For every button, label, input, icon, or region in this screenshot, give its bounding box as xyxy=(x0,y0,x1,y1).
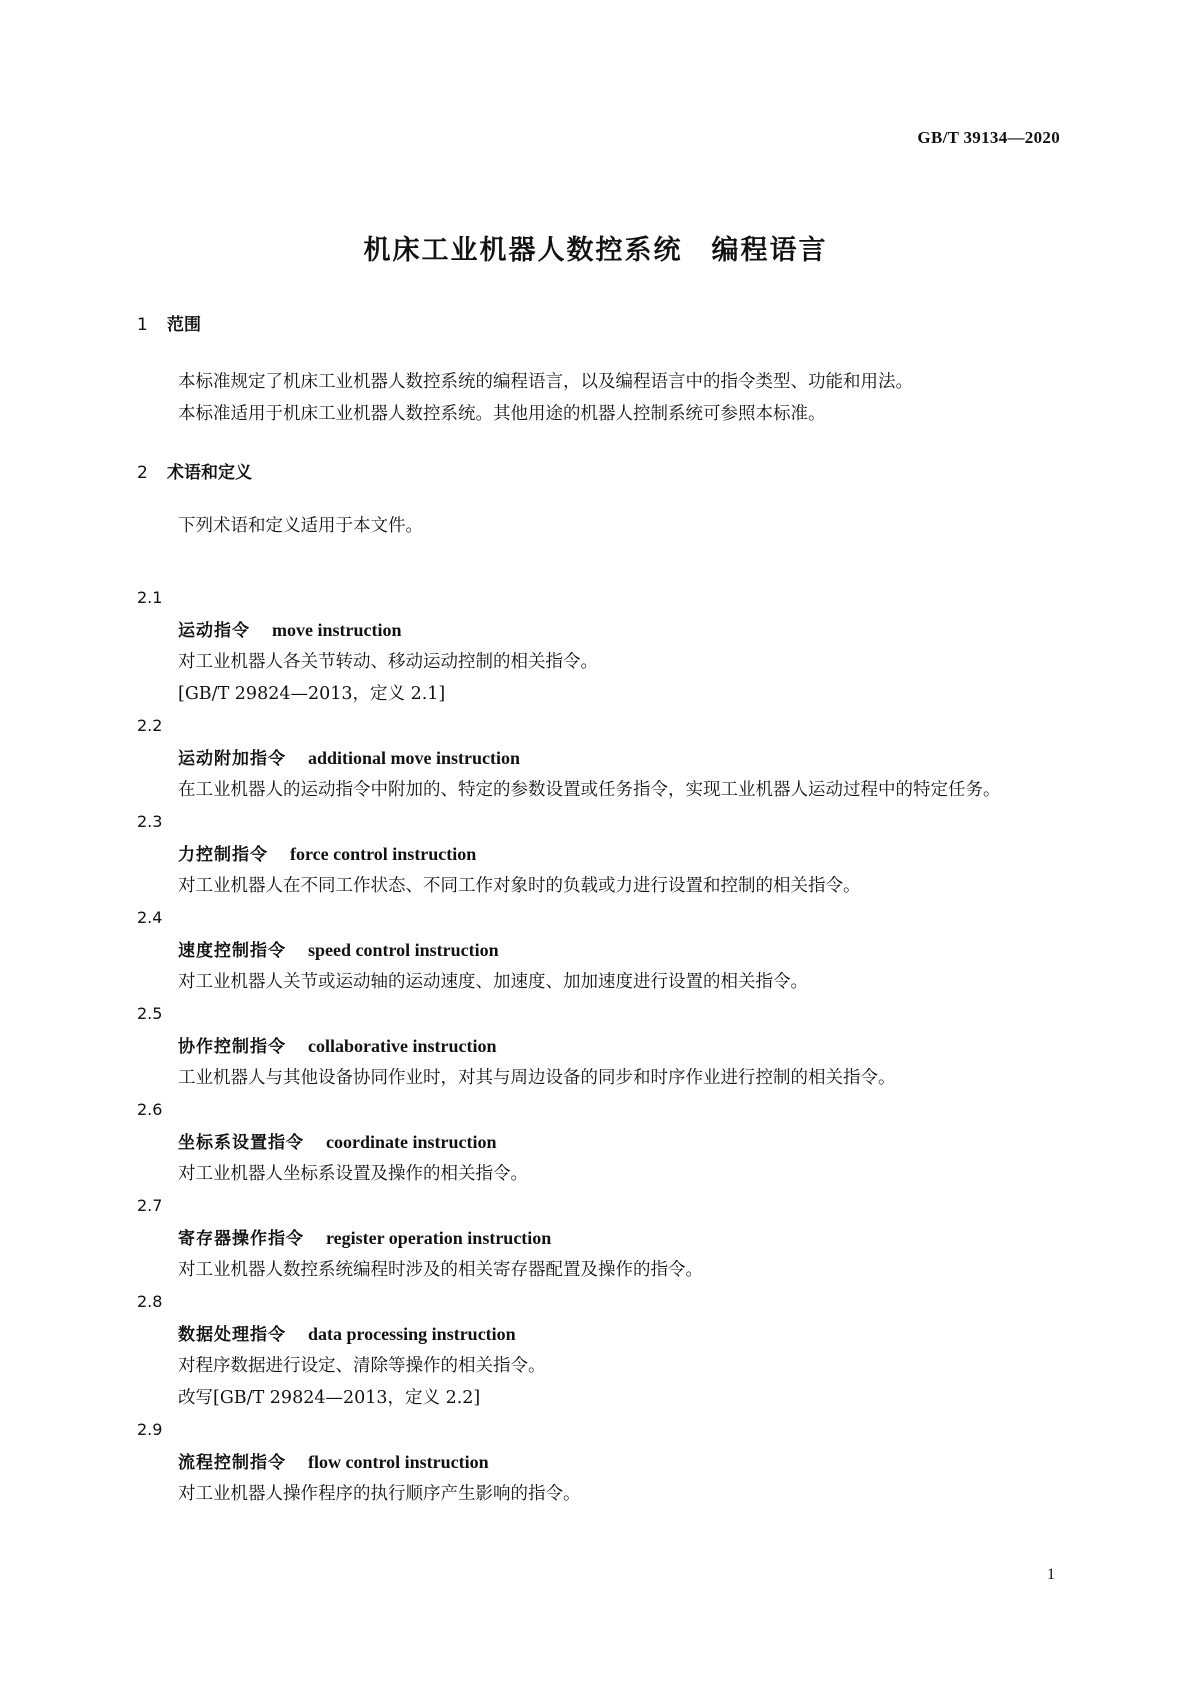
term-number: 2.5 xyxy=(137,1004,163,1023)
term-number: 2.7 xyxy=(137,1196,163,1215)
term-entry xyxy=(137,1094,1062,1190)
section-2-heading xyxy=(137,458,252,483)
section-1-heading xyxy=(137,310,201,335)
term-name xyxy=(137,1446,1062,1478)
section-2-intro xyxy=(137,510,1062,542)
term-entry xyxy=(137,1414,1062,1510)
term-entry xyxy=(137,582,1062,710)
section-1-number: 1 xyxy=(137,315,148,335)
term-name-zh: 运动指令 xyxy=(178,621,250,641)
term-number: 2.3 xyxy=(137,812,163,831)
term-source: [GB/T 29824—2013，定义 2.1] xyxy=(178,684,446,704)
term-name-zh: 协作控制指令 xyxy=(178,1037,286,1057)
term-entry xyxy=(137,1190,1062,1286)
term-definition: 对工业机器人数控系统编程时涉及的相关寄存器配置及操作的指令。 xyxy=(178,1260,703,1280)
page-number: 1 xyxy=(1047,1566,1055,1583)
term-name xyxy=(137,838,1062,870)
term-entry xyxy=(137,902,1062,998)
term-name xyxy=(137,1030,1062,1062)
term-name-en: coordinate instruction xyxy=(326,1132,497,1152)
term-name xyxy=(137,1222,1062,1254)
term-name-en: register operation instruction xyxy=(326,1228,552,1248)
term-entry xyxy=(137,806,1062,902)
term-definition: 工业机器人与其他设备协同作业时，对其与周边设备的同步和时序作业进行控制的相关指令。 xyxy=(178,1068,896,1088)
term-name-zh: 力控制指令 xyxy=(178,845,268,865)
term-definition: 对工业机器人坐标系设置及操作的相关指令。 xyxy=(178,1164,528,1184)
paragraph: 下列术语和定义适用于本文件。 xyxy=(178,516,423,536)
paragraph: 本标准适用于机床工业机器人数控系统。其他用途的机器人控制系统可参照本标准。 xyxy=(178,404,826,424)
term-definition: 对工业机器人关节或运动轴的运动速度、加速度、加加速度进行设置的相关指令。 xyxy=(178,972,808,992)
standard-code: GB/T 39134—2020 xyxy=(917,128,1060,147)
term-definition: 在工业机器人的运动指令中附加的、特定的参数设置或任务指令，实现工业机器人运动过程中的特定任务。 xyxy=(178,780,1001,800)
term-name-en: additional move instruction xyxy=(308,748,521,768)
term-definition: 对工业机器人在不同工作状态、不同工作对象时的负载或力进行设置和控制的相关指令。 xyxy=(178,876,861,896)
term-name xyxy=(137,742,1062,774)
term-name xyxy=(137,934,1062,966)
term-entry xyxy=(137,1286,1062,1414)
term-name-en: move instruction xyxy=(272,620,402,640)
term-name-zh: 寄存器操作指令 xyxy=(178,1229,304,1249)
term-number: 2.6 xyxy=(137,1100,163,1119)
term-name-en: force control instruction xyxy=(290,844,477,864)
term-name-zh: 数据处理指令 xyxy=(178,1325,286,1345)
term-definition: 对工业机器人操作程序的执行顺序产生影响的指令。 xyxy=(178,1484,581,1504)
term-number: 2.1 xyxy=(137,588,163,607)
section-2-number: 2 xyxy=(137,463,148,483)
term-name-en: data processing instruction xyxy=(308,1324,516,1344)
term-name-en: collaborative instruction xyxy=(308,1036,497,1056)
term-source: 改写[GB/T 29824—2013，定义 2.2] xyxy=(178,1388,481,1408)
term-name-zh: 速度控制指令 xyxy=(178,941,286,961)
term-name-zh: 流程控制指令 xyxy=(178,1453,286,1473)
term-number: 2.8 xyxy=(137,1292,163,1311)
term-entry xyxy=(137,710,1062,806)
term-number: 2.4 xyxy=(137,908,163,927)
terms-list xyxy=(137,582,1062,1510)
term-entry xyxy=(137,998,1062,1094)
section-1-body xyxy=(137,366,1062,430)
term-name xyxy=(137,1318,1062,1350)
term-number: 2.2 xyxy=(137,716,163,735)
term-name xyxy=(137,1126,1062,1158)
document-title: 机床工业机器人数控系统 编程语言 xyxy=(363,235,828,266)
section-2-title: 术语和定义 xyxy=(167,463,252,483)
term-name xyxy=(137,614,1062,646)
paragraph: 本标准规定了机床工业机器人数控系统的编程语言，以及编程语言中的指令类型、功能和用法。 xyxy=(178,372,913,392)
term-name-en: speed control instruction xyxy=(308,940,499,960)
term-name-zh: 坐标系设置指令 xyxy=(178,1133,304,1153)
term-definition: 对工业机器人各关节转动、移动运动控制的相关指令。 xyxy=(178,652,598,672)
term-name-zh: 运动附加指令 xyxy=(178,749,286,769)
term-number: 2.9 xyxy=(137,1420,163,1439)
section-1-title: 范围 xyxy=(167,315,201,335)
term-definition: 对程序数据进行设定、清除等操作的相关指令。 xyxy=(178,1356,546,1376)
term-name-en: flow control instruction xyxy=(308,1452,489,1472)
